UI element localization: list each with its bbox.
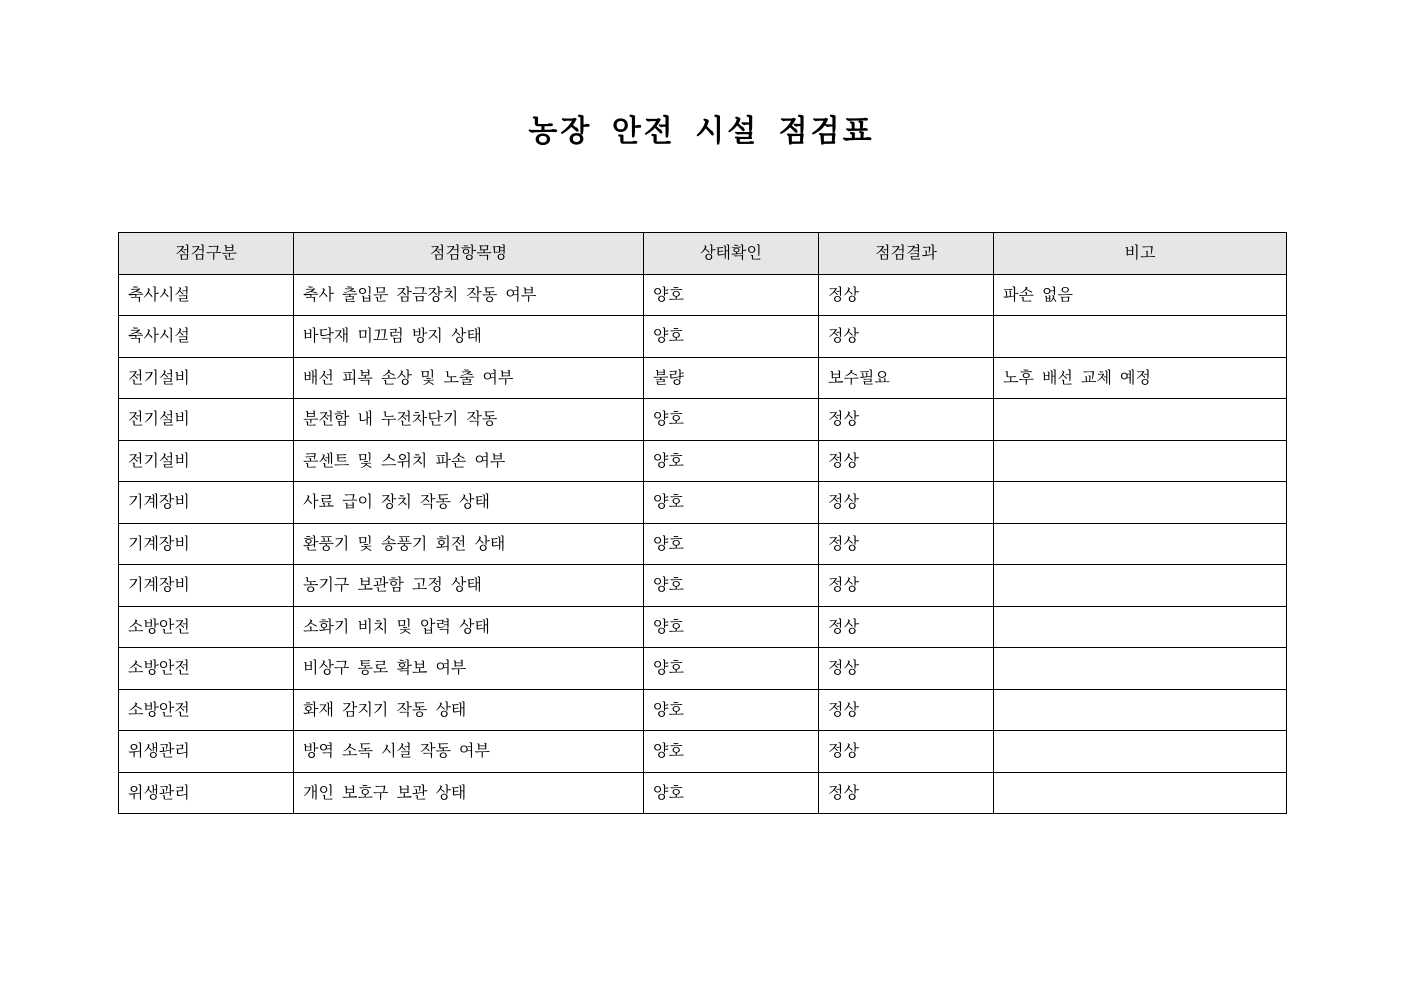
- cell-result: 정상: [819, 772, 994, 814]
- cell-result: 정상: [819, 482, 994, 524]
- cell-category: 기계장비: [119, 482, 294, 524]
- cell-result: 정상: [819, 274, 994, 316]
- cell-remarks: [994, 565, 1287, 607]
- inspection-table: [118, 232, 1287, 814]
- cell-result: 정상: [819, 731, 994, 773]
- cell-item-name: 배선 피복 손상 및 노출 여부: [294, 357, 644, 399]
- table-row: [119, 689, 1287, 731]
- table-row: [119, 399, 1287, 441]
- cell-item-name: 방역 소독 시설 작동 여부: [294, 731, 644, 773]
- cell-item-name: 비상구 통로 확보 여부: [294, 648, 644, 690]
- table-row: [119, 316, 1287, 358]
- cell-remarks: [994, 772, 1287, 814]
- cell-item-name: 사료 급이 장치 작동 상태: [294, 482, 644, 524]
- document-title: 농장 안전 시설 점검표: [528, 114, 875, 149]
- cell-remarks: 노후 배선 교체 예정: [994, 357, 1287, 399]
- cell-remarks: [994, 523, 1287, 565]
- cell-category: 소방안전: [119, 689, 294, 731]
- cell-result: 정상: [819, 523, 994, 565]
- cell-remarks: [994, 648, 1287, 690]
- cell-category: 위생관리: [119, 731, 294, 773]
- cell-item-name: 축사 출입문 잠금장치 작동 여부: [294, 274, 644, 316]
- cell-status: 양호: [644, 648, 819, 690]
- cell-item-name: 화재 감지기 작동 상태: [294, 689, 644, 731]
- cell-remarks: [994, 440, 1287, 482]
- cell-item-name: 분전함 내 누전차단기 작동: [294, 399, 644, 441]
- cell-result: 정상: [819, 399, 994, 441]
- header-category: 점검구분: [119, 233, 294, 275]
- cell-category: 축사시설: [119, 316, 294, 358]
- cell-category: 소방안전: [119, 648, 294, 690]
- cell-item-name: 소화기 비치 및 압력 상태: [294, 606, 644, 648]
- header-status-check: 상태확인: [644, 233, 819, 275]
- cell-category: 위생관리: [119, 772, 294, 814]
- cell-item-name: 농기구 보관함 고정 상태: [294, 565, 644, 607]
- table-row: [119, 772, 1287, 814]
- cell-remarks: [994, 689, 1287, 731]
- table-row: [119, 565, 1287, 607]
- cell-remarks: [994, 399, 1287, 441]
- table-row: [119, 482, 1287, 524]
- cell-item-name: 환풍기 및 송풍기 회전 상태: [294, 523, 644, 565]
- cell-remarks: [994, 482, 1287, 524]
- cell-category: 기계장비: [119, 565, 294, 607]
- cell-category: 축사시설: [119, 274, 294, 316]
- cell-status: 양호: [644, 689, 819, 731]
- table-row: [119, 606, 1287, 648]
- cell-result: 정상: [819, 440, 994, 482]
- cell-result: 보수필요: [819, 357, 994, 399]
- table-row: [119, 274, 1287, 316]
- cell-category: 전기설비: [119, 440, 294, 482]
- table-row: [119, 648, 1287, 690]
- cell-status: 불량: [644, 357, 819, 399]
- header-result: 점검결과: [819, 233, 994, 275]
- cell-result: 정상: [819, 689, 994, 731]
- cell-status: 양호: [644, 399, 819, 441]
- cell-item-name: 콘센트 및 스위치 파손 여부: [294, 440, 644, 482]
- cell-status: 양호: [644, 440, 819, 482]
- cell-remarks: [994, 731, 1287, 773]
- cell-status: 양호: [644, 606, 819, 648]
- cell-result: 정상: [819, 606, 994, 648]
- cell-result: 정상: [819, 316, 994, 358]
- cell-category: 전기설비: [119, 399, 294, 441]
- header-remarks: 비고: [994, 233, 1287, 275]
- cell-category: 소방안전: [119, 606, 294, 648]
- header-item-name: 점검항목명: [294, 233, 644, 275]
- cell-remarks: [994, 316, 1287, 358]
- cell-status: 양호: [644, 482, 819, 524]
- table-row: [119, 731, 1287, 773]
- cell-item-name: 바닥재 미끄럼 방지 상태: [294, 316, 644, 358]
- cell-status: 양호: [644, 565, 819, 607]
- cell-status: 양호: [644, 772, 819, 814]
- cell-status: 양호: [644, 274, 819, 316]
- cell-status: 양호: [644, 523, 819, 565]
- cell-remarks: 파손 없음: [994, 274, 1287, 316]
- table-row: [119, 523, 1287, 565]
- table-row: [119, 440, 1287, 482]
- cell-category: 전기설비: [119, 357, 294, 399]
- cell-result: 정상: [819, 565, 994, 607]
- cell-status: 양호: [644, 316, 819, 358]
- cell-result: 정상: [819, 648, 994, 690]
- table-header-row: [119, 233, 1287, 275]
- cell-remarks: [994, 606, 1287, 648]
- table-row: [119, 357, 1287, 399]
- cell-category: 기계장비: [119, 523, 294, 565]
- cell-status: 양호: [644, 731, 819, 773]
- cell-item-name: 개인 보호구 보관 상태: [294, 772, 644, 814]
